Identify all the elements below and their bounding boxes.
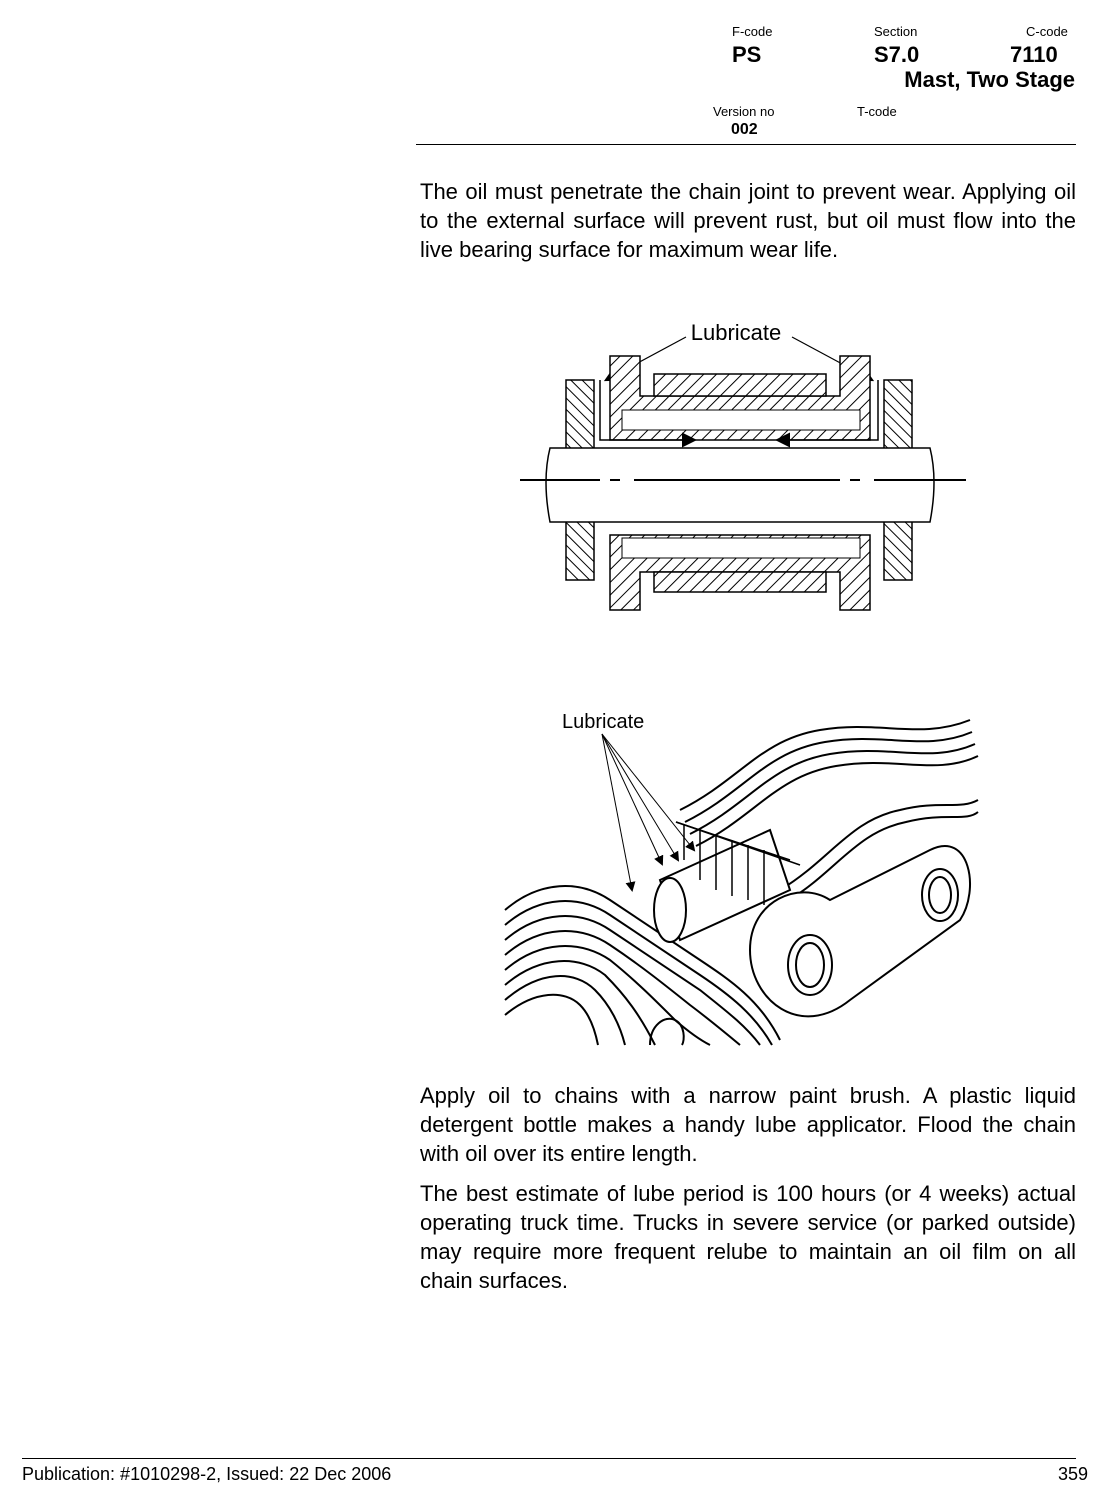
- paragraph-lube-period: The best estimate of lube period is 100 hours (or 4 weeks) actual operating truck time. Trucks in severe service (or parked outside) may require more frequent relube to maintain an oil film on all chain surfaces.: [420, 1181, 1076, 1293]
- chain-joint-cross-section: [500, 310, 980, 620]
- page-title: Mast, Two Stage: [904, 67, 1075, 92]
- ccode-label: C-code: [1026, 24, 1068, 39]
- page-number: 359: [1057, 1464, 1088, 1484]
- fig2-lubricate-label: Lubricate: [562, 711, 645, 733]
- fcode-label: F-code: [732, 24, 773, 39]
- header-rule: [416, 144, 1076, 145]
- publication-info: Publication: #1010298-2, Issued: 22 Dec 2006: [22, 1464, 392, 1484]
- roller-chain-illustration: [500, 700, 980, 1050]
- fcode-value: PS: [732, 42, 762, 67]
- footer-rule: [22, 1458, 1076, 1459]
- version-value: 002: [731, 121, 758, 138]
- ccode-value: 7110: [1010, 42, 1058, 67]
- fig1-lubricate-label: Lubricate: [690, 320, 782, 345]
- version-label: Version no: [713, 104, 775, 119]
- section-label: Section: [874, 24, 918, 39]
- tcode-label: T-code: [857, 104, 897, 119]
- paragraph-intro: The oil must penetrate the chain joint to prevent wear. Applying oil to the external surface will prevent rust, but oil must flow into the live bearing surface for maximum wear life.: [420, 179, 1076, 262]
- paragraph-application: Apply oil to chains with a narrow paint brush. A plastic liquid detergent bottle makes a handy lube applicator. Flood the chain with oil over its entire length.: [420, 1083, 1076, 1166]
- section-value: S7.0: [874, 42, 920, 67]
